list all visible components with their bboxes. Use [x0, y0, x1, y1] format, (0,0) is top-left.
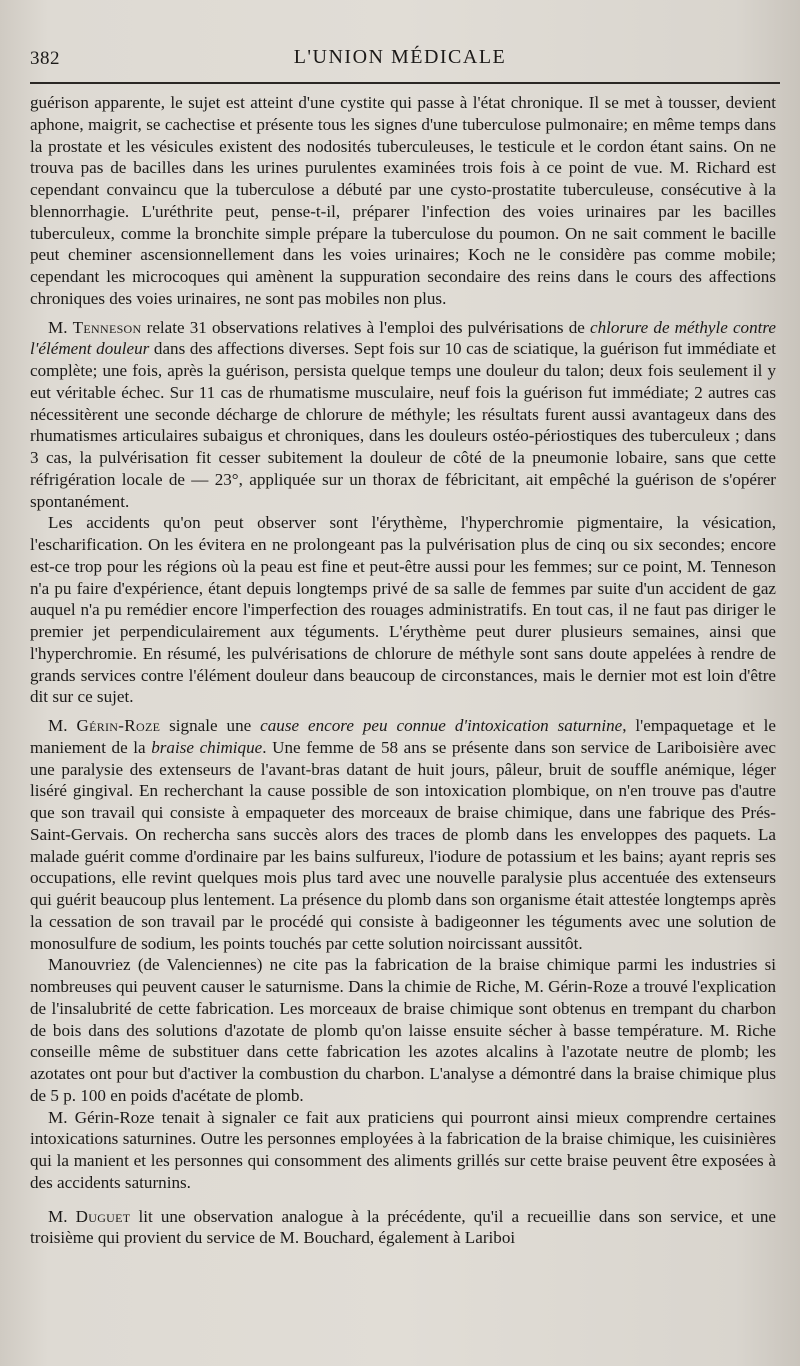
paragraph-gerin-roze [30, 715, 776, 954]
speaker-prefix: M. [48, 1206, 68, 1226]
paragraph-text: signale une [160, 716, 261, 735]
speaker-prefix: M. [48, 716, 68, 735]
paragraph-accidents: Les accidents qu'on peut observer sont l'érythème, l'hyperchromie pigmentaire, la vésication, l'escharification. On les évitera en ne prolongeant pas la pulvérisation plus de cinq ou six secondes; encore est-ce trop pour les régions où la peau est fine et peut-être aussi pour les femmes; sur ce point, M. Tenneson n'a pu faire d'expérience, étant depuis longtemps privé de sa salle de femmes par suite d'un accident de gaz auquel n'a pu remédier encore l'imperfection des rouages administratifs. En tout cas, il ne faut pas diriger le premier jet perpendiculairement aux téguments. L'érythème peut durer plusieurs semaines, ainsi que l'hyperchromie. En résumé, les pulvérisations de chlorure de méthyle sont sans doute appelées à rendre de grands services contre l'élément douleur dans beaucoup de circonstances, mais le dernier mot est loin d'être dit sur ce sujet. [30, 513, 776, 707]
speaker-name: Tenneson [72, 317, 142, 337]
paragraph-text: lit une observation analogue à la précédente, qu'il a recueillie dans son service, et une troisième qui provient du service de M. Bouchard, également à Lariboi [30, 1206, 776, 1248]
running-title: L'UNION MÉDICALE [293, 46, 507, 68]
italic-phrase: cause encore peu connue d'intoxication saturnine [260, 716, 623, 735]
speaker-name: Duguet [75, 1206, 131, 1226]
paragraph-gerin-roze-conclusion: M. Gérin-Roze tenait à signaler ce fait aux praticiens qui pourront ainsi mieux comprendre certaines intoxications saturnines. Outre les personnes employées à la fabrication de la braise chimique, les cuisinières qui la manient et les personnes qui consomment des aliments grillés sur cette braise peuvent être exposées à des accidents saturnins. [30, 1107, 776, 1192]
paragraph-text: , l'empaquetage et le maniement de la [30, 716, 777, 757]
page-number: 382 [30, 48, 60, 69]
paragraph-text: dans des affections diverses. Sept fois sur 10 cas de sciatique, la guérison fut immédiate et complète; une fois, après la guérison, persista quelque temps une douleur du talon; deux fois seulement il y eut véritable échec. Sur 11 cas de rhumatisme musculaire, neuf fois la guérison fut immédiate; 2 autres cas nécessitèrent une seconde décharge de chlorure de méthyle; les résultats furent aussi avantageux dans des rhumatismes articulaires subaigus et chroniques, dans les douleurs ostéo-périostiques des tuberculeux ; dans 3 cas, la pulvérisation fit cesser subitement la douleur de côté de la pneumonie lobaire, sans que cette réfrigération locale de — 23°, appliquée sur un thorax de fébricitant, ait empêché la guérison de s'opérer spontanément. [30, 339, 776, 511]
paragraph-duguet [30, 1206, 776, 1250]
paragraph-text: relate 31 observations relatives à l'emploi des pulvérisations de [141, 317, 591, 337]
paragraph-tenneson [30, 317, 776, 513]
italic-phrase: braise chimique [151, 737, 263, 757]
paragraph-manouvriez: Manouvriez (de Valenciennes) ne cite pas la fabrication de la braise chimique parmi les industries si nombreuses qui peuvent causer le saturnisme. Dans la chimie de Riche, M. Gérin-Roze a trouvé l'explication de l'insalubrité de cette fabrication. Les morceaux de braise chimique sont obtenus en trempant du charbon de bois dans des solutions d'azotate de plomb qu'on laisse ensuite sécher à basse température. M. Riche conseille même de substituer dans cette fabrication les azotes alcalins à l'azotate neutre de plomb; les azotates ont pour but d'activer la combustion du charbon. L'analyse a démontré dans la braise chimique plus de 5 p. 100 en poids d'acétate de plomb. [30, 955, 776, 1105]
paragraph-text: . Une femme de 58 ans se présente dans son service de Lariboisière avec une paralysie des extenseurs de l'avant-bras datant de huit jours, pâleur, bruit de souffle anémique, léger liséré gingival. En recherchant la cause possible de son intoxication plombique, on n'en trouve pas d'autre que son travail qui consiste à empaqueter des morceaux de braise chimique, dans une fabrique des Prés-Saint-Gervais. On rechercha sans succès alors des traces de plomb dans les enveloppes des paquets. La malade guérit comme d'ordinaire par les bains sulfureux, l'iodure de potassium et les bains; ayant repris ses occupations, elle revint quelques mois plus tard avec une nouvelle paralysie plus accentuée des extenseurs qui guérit beaucoup plus lentement. La présence du plomb dans son organisme était attestée longtemps après la cessation de son travail par le procédé qui consiste à badigeonner les téguments avec une solution de monosulfure de sodium, les points touchés par cette solution noircissant aussitôt. [30, 737, 776, 953]
italic-phrase: chlorure de méthyle contre l'élément douleur [30, 317, 777, 359]
speaker-name: Gérin-Roze [76, 716, 161, 735]
page-header [30, 44, 770, 74]
body-text [30, 92, 776, 1249]
paragraph-richard-case: guérison apparente, le sujet est atteint d'une cystite qui passe à l'état chronique. Il se met à tousser, devient aphone, maigrit, se cachectise et présente tous les signes d'une tuberculose pulmonaire; en même temps dans la prostate et les vésicules existent des nodosités tuberculeuses, le testicule et le cordon étant sains. On ne trouva pas de bacilles dans les urines purulentes examinées trois fois à ce point de vue. M. Richard est cependant convaincu que la tuberculose a débuté par une cysto-prostatite tuberculeuse, consécutive à la blennorrhagie. L'uréthrite peut, pense-t-il, préparer l'infection des voies urinaires par les bacilles tuberculeux, comme la bronchite simple prépare la tuberculose du poumon. On ne sait comment le bacille peut cheminer ascensionnellement dans les voies urinaires; Koch ne le considère pas comme mobile; cependant les microcoques qui amènent la suppuration secondaire des reins dans le cours des affections chroniques des voies urinaires, ne sont pas mobiles non plus. [30, 93, 776, 308]
header-rule [30, 82, 780, 84]
speaker-prefix: M. [48, 317, 68, 337]
